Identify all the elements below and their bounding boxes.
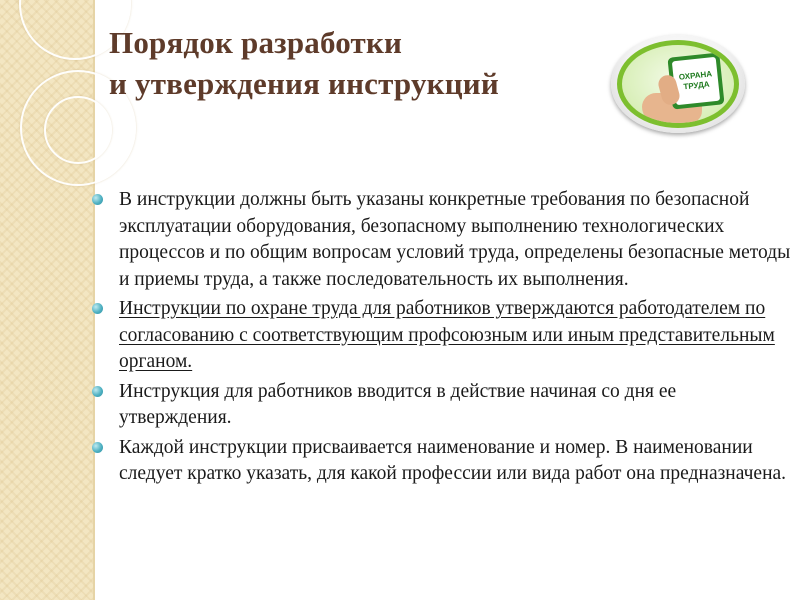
bullet-item — [92, 187, 792, 293]
bullet-list — [92, 187, 792, 491]
labor-safety-badge-icon — [611, 35, 745, 133]
decorative-ring — [44, 96, 112, 164]
badge-line-1: ОХРАНА — [678, 69, 713, 82]
teal-dot-icon — [92, 442, 103, 453]
bullet-item — [92, 296, 792, 376]
bullet-item — [92, 379, 792, 432]
bullet-text: Каждой инструкции присваивается наименование и номер. В наименовании следует кратко указать, для какой профессии или вида работ она предназначена. — [119, 436, 787, 484]
teal-dot-icon — [92, 303, 103, 314]
badge-line-2: ТРУДА — [682, 79, 710, 92]
badge-ring — [617, 40, 739, 128]
bullet-text: Инструкции по охране труда для работников утверждаются работодателем по согласованию с соответствующим профсоюзным или иным представительным органом. — [119, 298, 775, 372]
bullet-text: В инструкции должны быть указаны конкретные требования по безопасной эксплуатации оборудования, безопасному выполнению технологических процессов и по общим вопросам условий труда, определены безопасные методы и приемы труда, а также последовательность их выполнения. — [119, 189, 791, 290]
title-line-2: и утверждения инструкций — [109, 66, 499, 101]
bullet-text: Инструкция для работников вводится в действие начиная со дня ее утверждения. — [119, 380, 677, 428]
teal-dot-icon — [92, 386, 103, 397]
slide-title — [109, 22, 499, 104]
teal-dot-icon — [92, 194, 103, 205]
bullet-item — [92, 435, 792, 488]
title-line-1: Порядок разработки — [109, 25, 403, 60]
